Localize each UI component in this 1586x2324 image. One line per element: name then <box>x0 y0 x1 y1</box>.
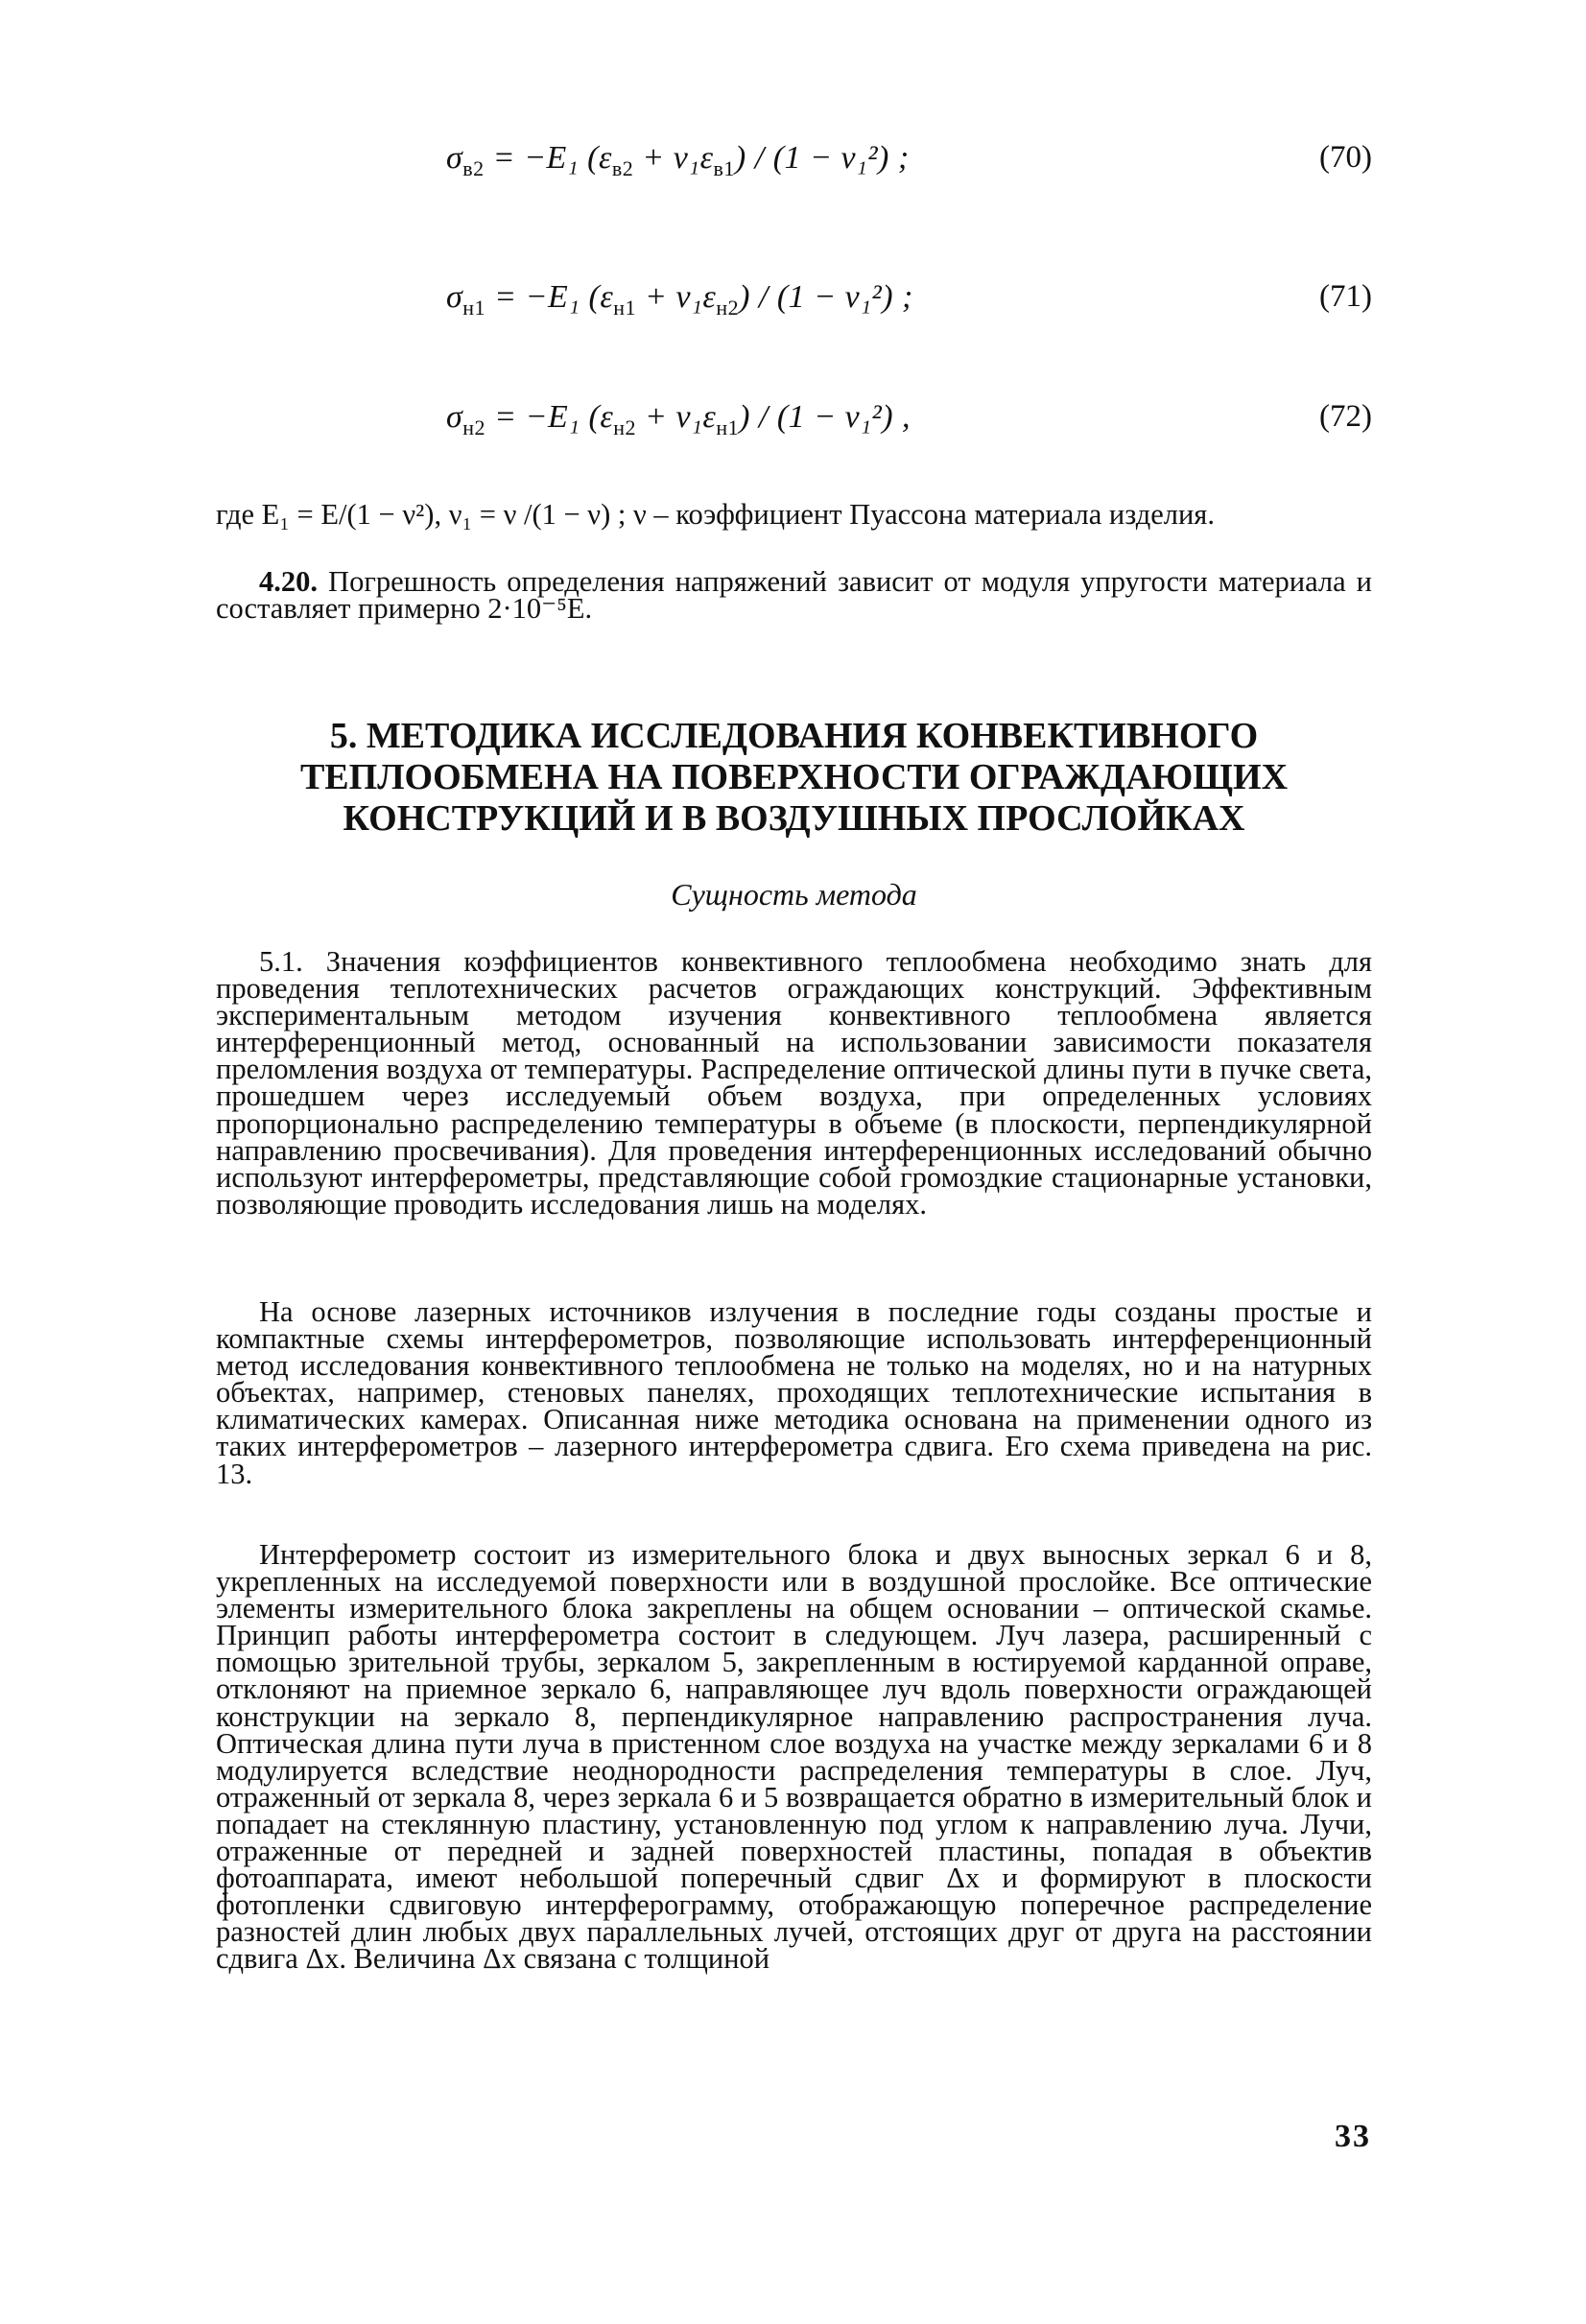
eq-symbol: σ <box>446 140 463 176</box>
eq-expr-end: ) / (1 − ν₁²) ; <box>734 140 910 176</box>
eq-expr-sub2: н1 <box>716 415 740 439</box>
eq-expr-sub1: н2 <box>613 415 637 439</box>
item-4-20-number: 4.20. <box>259 565 318 598</box>
eq-symbol: σ <box>446 279 463 315</box>
subsection-title: Сущность метода <box>671 877 917 912</box>
eq-expr: = −E₁ (ε <box>494 279 614 315</box>
item-4-20 <box>216 565 1372 626</box>
eq-expr-sub1: н1 <box>613 295 637 320</box>
eq-expr-mid: + ν₁ε <box>633 140 714 176</box>
equation-70 <box>216 134 1372 192</box>
eq-subscript: в2 <box>462 155 485 180</box>
item-4-20-text: Погрешность определения напряжений зависит от модуля упругости материала и составляет примерно 2·10⁻⁵E. <box>216 565 1372 626</box>
eq-expr-end: ) / (1 − ν₁²) , <box>739 399 911 435</box>
equation-72 <box>216 393 1372 451</box>
equation-71 <box>216 273 1372 331</box>
eq-expr: = −E₁ (ε <box>492 140 612 176</box>
eq-expr-sub2: н2 <box>716 295 740 320</box>
equation-71-number: (71) <box>1319 279 1372 314</box>
equation-72-body <box>446 399 911 440</box>
eq-expr-mid: + ν₁ε <box>636 399 717 435</box>
section-heading: 5. МЕТОДИКА ИССЛЕДОВАНИЯ КОНВЕКТИВНОГО ТЕПЛООБМЕНА НА ПОВЕРХНОСТИ ОГРАЖДАЮЩИХ КОНСТРУКЦИЙ И В ВОЗДУШНЫХ ПРОСЛОЙКАХ <box>299 716 1289 839</box>
eq-expr-sub1: в2 <box>611 155 634 180</box>
eq-expr-mid: + ν₁ε <box>636 279 717 315</box>
eq-subscript: н1 <box>462 295 486 320</box>
equation-70-body <box>446 140 910 181</box>
eq-expr-end: ) / (1 − ν₁²) ; <box>739 279 913 315</box>
paragraph-2: На основе лазерных источников излучения в последние годы созданы простые и компактные схемы интерферометров, позволяющие использовать интерференционный метод исследования конвективного теплообмена не только на моделях, но и на натурных объектах, например, стеновых панелях, проходящих теплотехнические испытания в климатических камерах. Описанная ниже методика основана на применении одного из таких интерферометров – лазерного интерферометра сдвига. Его схема приведена на рис. 13. <box>216 1295 1372 1490</box>
equation-71-body <box>446 279 913 320</box>
eq-expr-sub2: в1 <box>713 155 735 180</box>
eq-subscript: н2 <box>462 415 486 439</box>
equation-70-number: (70) <box>1319 140 1372 175</box>
paragraph-3: Интерферометр состоит из измерительного блока и двух выносных зеркал 6 и 8, укрепленных на исследуемой поверхности или в воздушной прослойке. Все оптические элементы измерительного блока закреплены на общем основании – оптической скамье. Принцип работы интерферометра состоит в следующем. Луч лазера, расширенный с помощью зрительной трубы, зеркалом 5, закрепленным в юстируемой карданной оправе, отклоняют на приемное зеркало 6, направляющее луч вдоль поверхности ограждающей конструкции на зеркало 8, перпендикулярное направлению распространения луча. Оптическая длина пути луча в пристенном слое воздуха на участке между зеркалами 6 и 8 модулируется вследствие неоднородности распределения температуры в слое. Луч, отраженный от зеркала 8, через зеркала 6 и 5 возвращается обратно в измерительный блок и попадает на стеклянную пластину, установленную под углом к направлению луча. Лучи, отраженные от передней и задней поверхностей пластины, попадая в объектив фотоаппарата, имеют небольшой поперечный сдвиг Δx и формируют в плоскости фотопленки сдвиговую интерферограмму, отображающую поперечное распределение разностей длин любых двух параллельных лучей, отстоящих друг от друга на расстоянии сдвига Δx. Величина Δx связана с толщиной <box>216 1538 1372 1976</box>
eq-expr: = −E₁ (ε <box>494 399 614 435</box>
paragraph-5-1: 5.1. Значения коэффициентов конвективного теплообмена необходимо знать для проведения теплотехнических расчетов ограждающих конструкций. Эффективным экспериментальным методом изучения конвективного теплообмена является интерференционный метод, основанный на использовании зависимости показателя преломления воздуха от температуры. Распределение оптической длины пути в пучке света, прошедшем через исследуемый объем воздуха, при определенных условиях пропорционально распределению температуры в объеме (в плоскости, перпендикулярной направлению просвечивания). Для проведения интерференционных исследований обычно используют интерферометры, представляющие собой громоздкие стационарные установки, позволяющие проводить исследования лишь на моделях. <box>216 945 1372 1221</box>
page-number: 33 <box>1335 2119 1371 2154</box>
where-clause: где E₁ = E/(1 − ν²), ν₁ = ν /(1 − ν) ; ν – коэффициент Пуассона материала изделия. <box>216 498 1215 531</box>
eq-symbol: σ <box>446 399 463 435</box>
equation-72-number: (72) <box>1319 399 1372 434</box>
